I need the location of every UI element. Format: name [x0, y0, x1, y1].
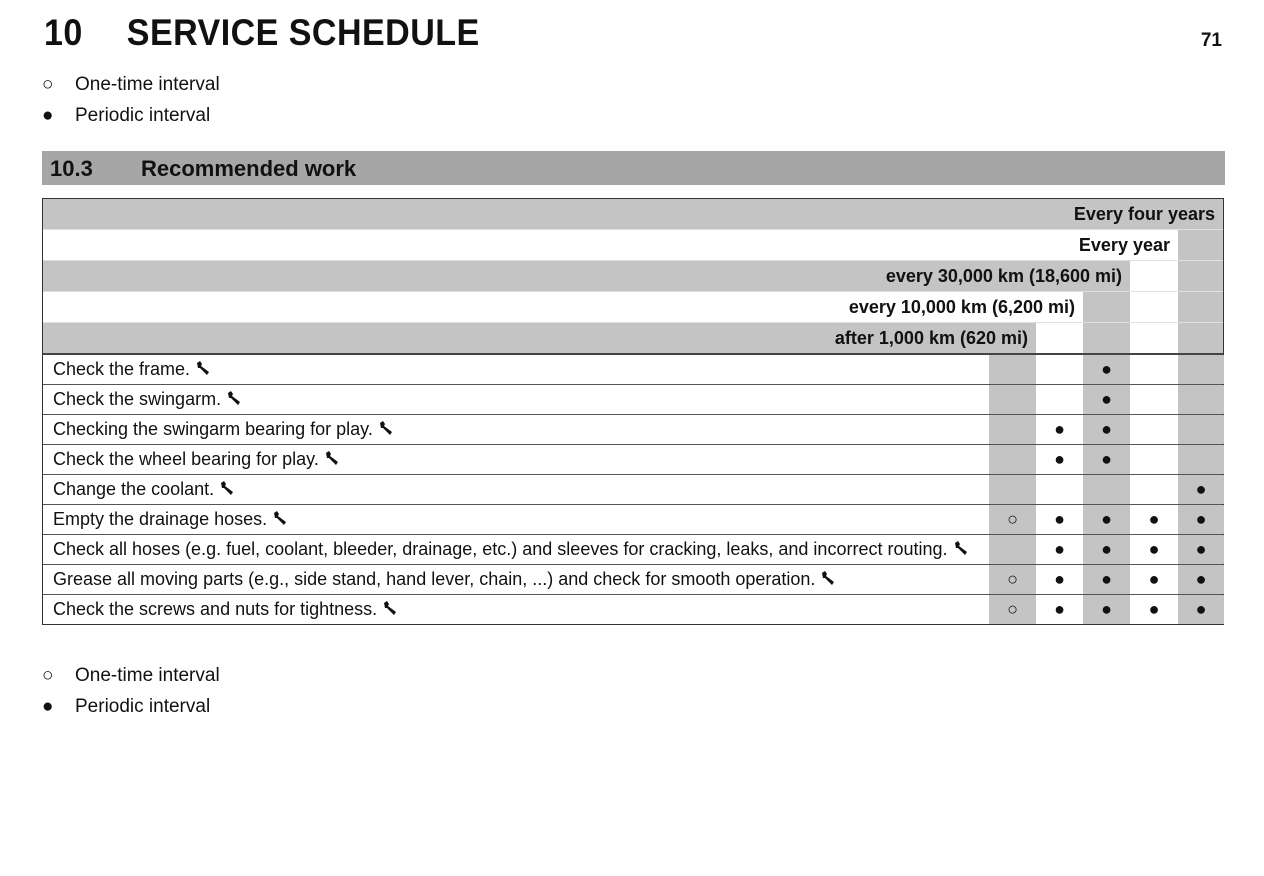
interval-mark: ● — [1083, 415, 1130, 444]
legend-periodic-footer — [42, 696, 210, 718]
legend-label: Periodic interval — [75, 105, 211, 126]
legend-label: One-time interval — [75, 74, 220, 95]
interval-mark — [1178, 445, 1224, 474]
service-table — [42, 198, 1224, 625]
task-text: Change the coolant. — [53, 479, 215, 499]
table-row — [43, 474, 1223, 504]
interval-mark: ● — [1083, 505, 1130, 534]
legend-label: One-time interval — [75, 665, 220, 686]
interval-mark: ● — [1036, 415, 1083, 444]
section-number: 10.3 — [50, 156, 93, 181]
interval-mark: ● — [1036, 565, 1083, 594]
task-cell — [43, 415, 989, 444]
interval-mark: ○ — [989, 595, 1036, 624]
wrench-icon — [382, 599, 398, 615]
table-row — [43, 534, 1223, 564]
interval-mark: ● — [1036, 595, 1083, 624]
task-cell — [43, 565, 989, 594]
interval-mark: ● — [1130, 595, 1178, 624]
wrench-icon — [226, 389, 242, 405]
interval-mark: ● — [1178, 595, 1224, 624]
header-every-four-years: Every four years — [43, 199, 1223, 229]
interval-mark: ● — [1083, 535, 1130, 564]
task-cell — [43, 355, 989, 384]
interval-mark — [1036, 385, 1083, 414]
interval-mark: ● — [1178, 535, 1224, 564]
wrench-icon — [272, 509, 288, 525]
page-number: 71 — [1200, 30, 1222, 51]
table-row — [43, 384, 1223, 414]
wrench-icon — [219, 479, 235, 495]
task-cell — [43, 475, 989, 504]
table-row — [43, 444, 1223, 474]
interval-mark — [1130, 385, 1178, 414]
task-text: Check the screws and nuts for tightness. — [53, 599, 378, 619]
task-text: Check all hoses (e.g. fuel, coolant, bleeder, drainage, etc.) and sleeves for cracking, leaks, and incorrect routing. — [53, 539, 948, 559]
interval-mark — [1130, 475, 1178, 504]
wrench-icon — [195, 359, 211, 375]
table-row — [43, 504, 1223, 534]
table-row — [43, 564, 1223, 594]
interval-mark — [1178, 385, 1224, 414]
section-title: Recommended work — [141, 156, 357, 181]
interval-mark: ● — [1036, 535, 1083, 564]
interval-mark — [989, 385, 1036, 414]
header-1000km: after 1,000 km (620 mi) — [43, 323, 1036, 353]
interval-mark — [1178, 355, 1224, 384]
task-text: Grease all moving parts (e.g., side stand, hand lever, chain, ...) and check for smooth operation. — [53, 569, 816, 589]
task-cell — [43, 595, 989, 624]
table-row — [43, 594, 1223, 624]
interval-mark — [1036, 475, 1083, 504]
table-row — [43, 353, 1223, 384]
interval-mark: ● — [1130, 535, 1178, 564]
interval-mark: ● — [1130, 565, 1178, 594]
interval-mark: ● — [1083, 595, 1130, 624]
chapter-heading — [44, 12, 480, 54]
interval-mark: ● — [1036, 445, 1083, 474]
interval-mark: ● — [1036, 505, 1083, 534]
interval-mark: ● — [1178, 505, 1224, 534]
interval-mark — [989, 415, 1036, 444]
table-body — [43, 353, 1223, 624]
interval-mark — [1083, 475, 1130, 504]
interval-mark — [1130, 445, 1178, 474]
chapter-number: 10 — [44, 12, 83, 53]
header-30000km: every 30,000 km (18,600 mi) — [43, 261, 1130, 291]
task-text: Empty the drainage hoses. — [53, 509, 268, 529]
interval-mark — [989, 445, 1036, 474]
table-row — [43, 414, 1223, 444]
interval-mark: ● — [1083, 565, 1130, 594]
wrench-icon — [953, 539, 969, 555]
legend-label: Periodic interval — [75, 696, 211, 717]
interval-mark: ● — [1083, 355, 1130, 384]
filled-circle-icon: ● — [42, 105, 54, 126]
interval-mark: ● — [1083, 445, 1130, 474]
legend-one-time — [42, 74, 220, 96]
task-cell — [43, 385, 989, 414]
task-cell — [43, 535, 989, 564]
wrench-icon — [324, 449, 340, 465]
interval-mark: ○ — [989, 505, 1036, 534]
chapter-title: SERVICE SCHEDULE — [126, 12, 480, 53]
legend-one-time-footer — [42, 665, 220, 687]
interval-mark — [1178, 415, 1224, 444]
wrench-icon — [378, 419, 394, 435]
interval-mark: ○ — [989, 565, 1036, 594]
interval-mark — [989, 535, 1036, 564]
interval-mark: ● — [1178, 565, 1224, 594]
filled-circle-icon: ● — [42, 696, 54, 717]
task-text: Check the wheel bearing for play. — [53, 449, 319, 469]
header-every-year: Every year — [43, 230, 1178, 260]
interval-mark — [1036, 355, 1083, 384]
interval-mark — [1130, 415, 1178, 444]
task-cell — [43, 445, 989, 474]
task-text: Checking the swingarm bearing for play. — [53, 419, 373, 439]
interval-mark: ● — [1130, 505, 1178, 534]
interval-mark — [989, 355, 1036, 384]
task-text: Check the frame. — [53, 359, 191, 379]
interval-mark: ● — [1083, 385, 1130, 414]
open-circle-icon: ○ — [42, 74, 54, 95]
legend-periodic — [42, 105, 210, 127]
interval-mark — [989, 475, 1036, 504]
header-10000km: every 10,000 km (6,200 mi) — [43, 292, 1083, 322]
task-cell — [43, 505, 989, 534]
section-heading — [42, 151, 1225, 185]
open-circle-icon: ○ — [42, 665, 54, 686]
interval-mark — [1130, 355, 1178, 384]
interval-mark: ● — [1178, 475, 1224, 504]
task-text: Check the swingarm. — [53, 389, 222, 409]
wrench-icon — [820, 569, 836, 585]
